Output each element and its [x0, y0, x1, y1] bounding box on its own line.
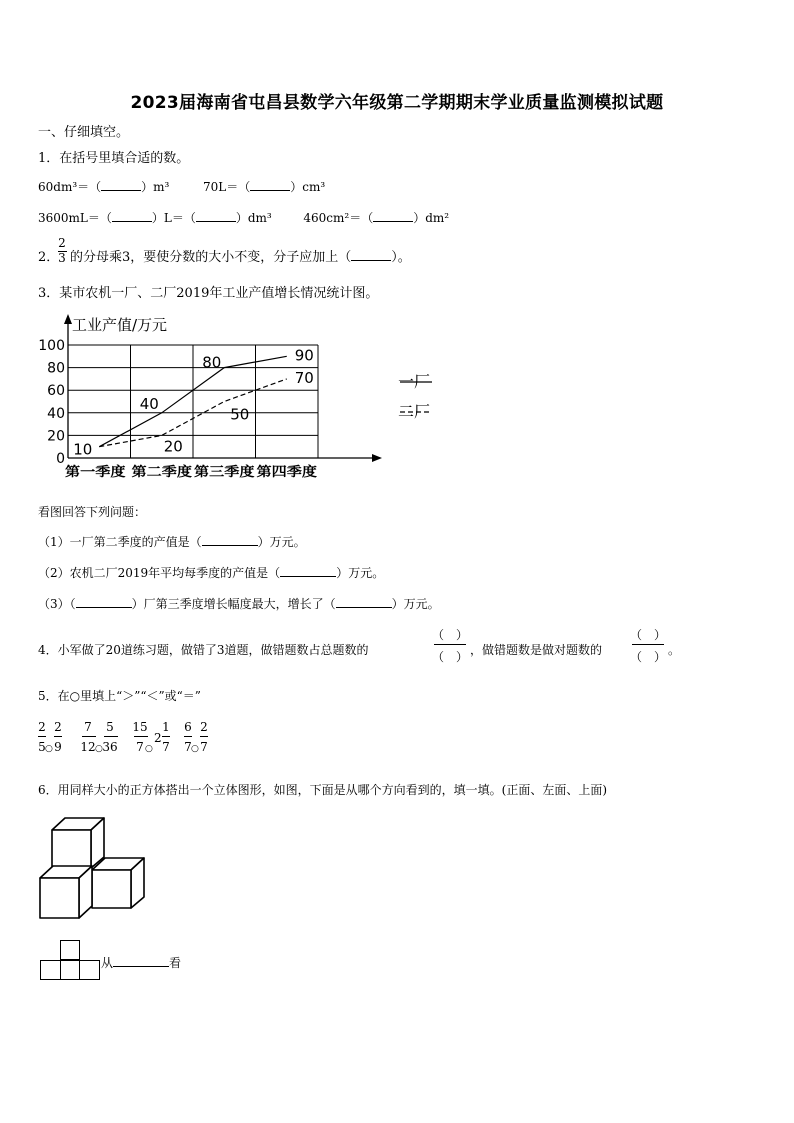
q2-num: 2． [38, 250, 60, 265]
answer-blank[interactable] [112, 208, 152, 222]
fraction-numerator: 2 [54, 720, 62, 734]
page-title: 2023届海南省屯昌县数学六年级第二学期期末学业质量监测模拟试题 [130, 93, 664, 113]
view-square [41, 961, 61, 980]
q6-label: 6．用同样大小的正方体搭出一个立体图形，如图，下面是从哪个方向看到的，填一填。(正面、左面、上面) [38, 783, 608, 797]
answer-blank[interactable] [351, 247, 391, 261]
compare-circle[interactable]: ○ [191, 744, 199, 754]
data-label: 90 [294, 346, 314, 365]
q1-line2 [38, 208, 449, 226]
q1-line1a-post: ）m³ [141, 180, 170, 194]
fraction-bar [38, 736, 46, 737]
x-tick-label: 第四季度 [256, 465, 309, 480]
q1-line1 [38, 177, 325, 195]
y-tick-label: 60 [47, 383, 65, 400]
fraction-bar [134, 736, 148, 737]
fraction-denominator: 5 [38, 740, 46, 754]
answer-blank[interactable] [202, 532, 258, 546]
paren-denominator[interactable]: （ ） [630, 650, 667, 664]
q1-line1a-pre: 60dm³＝（ [38, 180, 102, 194]
answer-blank[interactable] [196, 208, 236, 222]
compare-circle[interactable]: ○ [145, 744, 153, 754]
x-tick-label: 第三季度 [194, 465, 247, 480]
answer-blank[interactable] [280, 563, 336, 577]
fraction-denominator: 3 [58, 251, 66, 265]
q3-label: 3．某市农机一厂、二厂2019年工业产值增长情况统计图。 [38, 286, 379, 301]
mixed-whole: 2 [154, 731, 162, 745]
y-tick-label: 100 [38, 338, 65, 354]
data-label: 50 [230, 405, 250, 424]
q3-sub3-mid: ）厂第三季度增长幅度最大，增长了（ [131, 597, 336, 611]
q1-line2a-post: ）L＝（ [151, 211, 196, 225]
q1-line2b-pre: 460cm²＝（ [303, 211, 374, 225]
y-tick-label: 0 [56, 451, 65, 467]
data-label: 20 [163, 437, 183, 456]
q4-text1: 4．小军做了20道练习题，做错了3道题，做错题数占总题数的 [38, 643, 369, 657]
q3-sub1-pre: （1）一厂第二季度的产值是（ [38, 535, 202, 549]
fraction-bar [184, 736, 192, 737]
x-tick-label: 第二季度 [131, 465, 184, 480]
x-tick-label: 第一季度 [65, 465, 118, 480]
view-drawing [38, 940, 102, 982]
fraction-numerator: 2 [58, 236, 66, 250]
q6-answer-line [101, 953, 181, 971]
q4-text2: ，做错题数是做对题数的 [470, 643, 603, 657]
q1-line2b-post: ）dm² [413, 211, 450, 225]
data-label: 10 [73, 440, 93, 459]
q3-sub3-pre: （3）（ [38, 597, 76, 611]
answer-blank[interactable] [113, 953, 169, 967]
section-heading: 一、仔细填空。 [38, 125, 130, 140]
data-label: 70 [294, 368, 314, 387]
chart-root [38, 314, 432, 480]
fraction-denominator: 7 [136, 740, 144, 754]
q2-body: 的分母乘3，要使分数的大小不变，分子应加上（ [70, 250, 352, 265]
fraction-numerator: 5 [106, 720, 114, 734]
fraction-numerator: 1 [162, 720, 170, 734]
fraction-bar [162, 736, 170, 737]
fraction-numerator: 15 [132, 720, 148, 734]
view-square [61, 961, 80, 980]
q3-followup: 看图回答下列问题： [38, 505, 147, 519]
q2-text [70, 246, 411, 265]
fraction-denominator: 9 [54, 740, 62, 754]
q3-sub2-post: ）万元。 [336, 566, 385, 580]
q6-look: 看 [169, 956, 182, 970]
paren-denominator[interactable]: （ ） [432, 650, 469, 664]
fraction-denominator: 36 [102, 740, 118, 754]
cube-stack-figure [36, 810, 156, 925]
view-square-top [61, 941, 80, 960]
fraction-numerator: 7 [84, 720, 92, 734]
paren-numerator[interactable]: （ ） [432, 628, 469, 642]
compare-circle[interactable]: ○ [45, 744, 53, 754]
fraction-denominator: 7 [200, 740, 208, 754]
fraction-bar [82, 736, 96, 737]
q2-end: ）。 [391, 250, 411, 265]
q1-line2a-end: ）dm³ [235, 211, 272, 225]
legend-label: 二厂 [398, 402, 431, 421]
data-label: 80 [202, 353, 222, 372]
q3-sub3-post: ）万元。 [391, 597, 440, 611]
cube-front-face [40, 878, 79, 918]
answer-blank[interactable] [101, 177, 141, 191]
fraction-denominator: 7 [162, 740, 170, 754]
y-tick-label: 20 [47, 428, 65, 445]
y-tick-label: 40 [47, 405, 65, 422]
compare-circle[interactable]: ○ [95, 744, 103, 754]
q3-sub1-post: ）万元。 [257, 535, 306, 549]
data-label: 40 [139, 394, 159, 413]
fraction-bar [200, 736, 208, 737]
answer-blank[interactable] [250, 177, 290, 191]
cube-front-face [92, 870, 131, 908]
y-tick-label: 80 [47, 360, 65, 377]
q3-sub1 [38, 532, 306, 550]
answer-blank[interactable] [373, 208, 413, 222]
fraction-bar [54, 736, 62, 737]
y-axis-title: 工业产值/万元 [72, 316, 168, 334]
cube-front-face [52, 830, 91, 868]
q1-line2a-pre: 3600mL＝（ [38, 211, 112, 225]
q1-line1b-post: ）cm³ [290, 180, 326, 194]
industry-output-chart [30, 310, 450, 490]
x-axis-arrow [372, 454, 382, 462]
legend-label: 一厂 [398, 372, 431, 391]
fraction-bar [632, 644, 664, 645]
y-axis-arrow [64, 314, 72, 324]
answer-blank[interactable] [336, 594, 392, 608]
fraction-numerator: 2 [200, 720, 208, 734]
fraction-numerator: 2 [38, 720, 46, 734]
q3-sub3 [38, 594, 440, 612]
fraction-denominator: 7 [184, 740, 192, 754]
fraction-denominator: 12 [80, 740, 96, 754]
q1-label: 1．在括号里填合适的数。 [38, 151, 190, 166]
fraction-bar [434, 644, 466, 645]
view-square [80, 961, 100, 980]
q3-sub2 [38, 563, 384, 581]
q3-sub2-pre: （2）农机二厂2019年平均每季度的产值是（ [38, 566, 281, 580]
q6-from: 从 [101, 956, 114, 970]
q1-line1b-pre: 70L＝（ [203, 180, 251, 194]
paren-numerator[interactable]: （ ） [630, 628, 667, 642]
fraction-numerator: 6 [184, 720, 192, 734]
answer-blank[interactable] [76, 594, 132, 608]
q5-label: 5．在○里填上“＞”“＜”或“＝” [38, 689, 201, 703]
fraction-bar [104, 736, 118, 737]
q4-end: 。 [668, 643, 681, 657]
